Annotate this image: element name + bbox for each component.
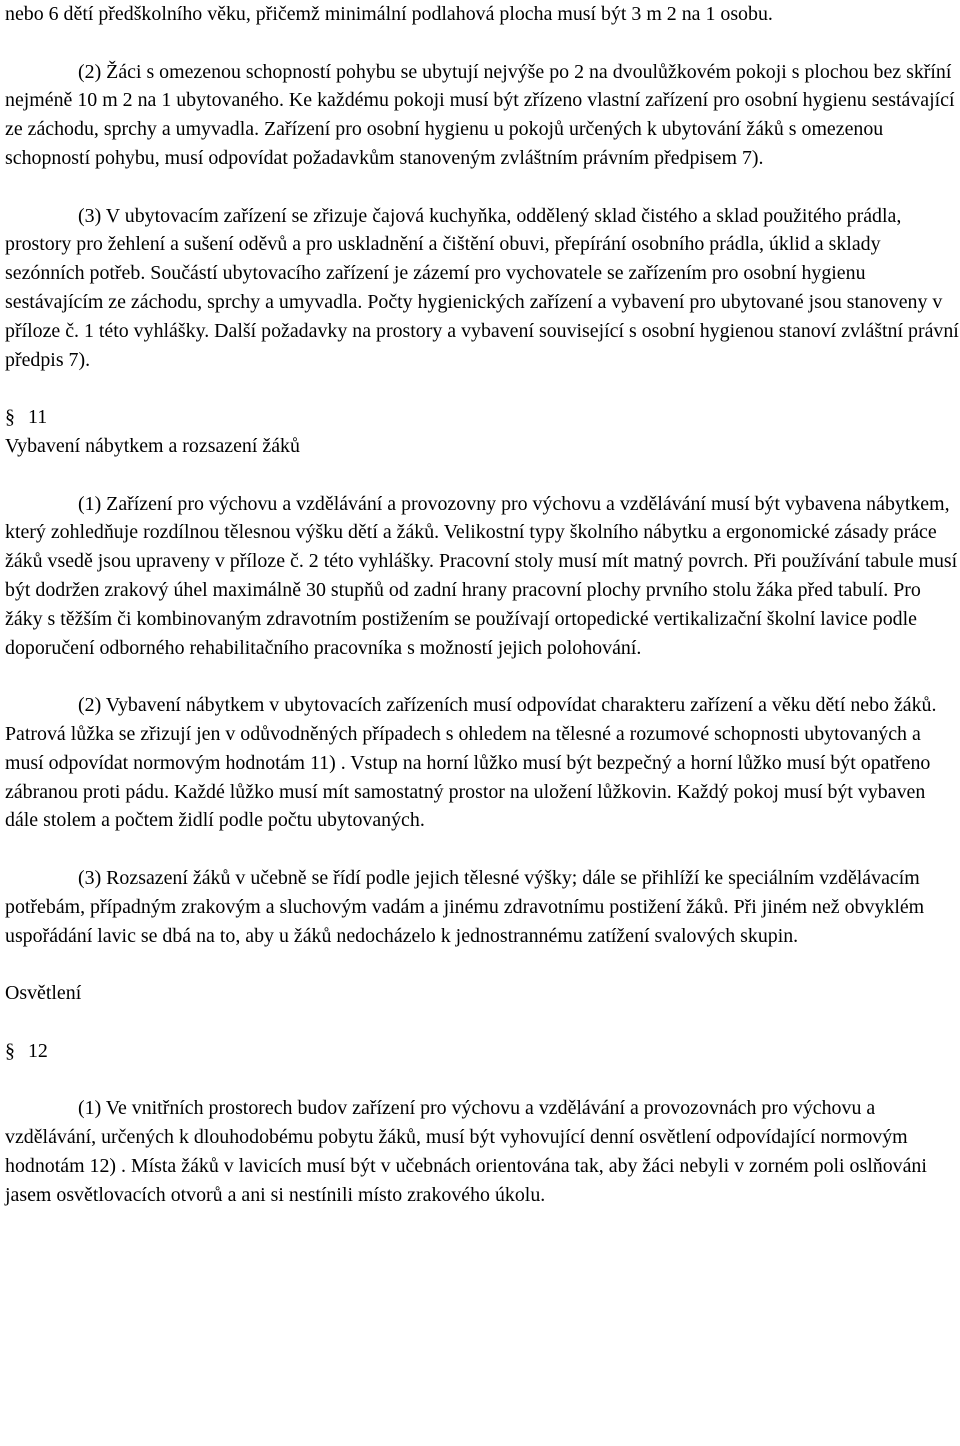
section-11-title: Vybavení nábytkem a rozsazení žáků	[5, 434, 300, 457]
section-number: 11	[27, 406, 48, 429]
section-12-mark	[5, 1037, 960, 1066]
paragraph-gap	[5, 29, 960, 58]
paragraph-gap	[5, 461, 960, 490]
paragraph-12-1: (1) Ve vnitřních prostorech budov zařízení pro výchovu a vzdělávání a provozovnách pro výchovu a vzdělávání, určených k dlouhodobému pobytu žáků, musí být vyhovující denní osvětlení odpovídající normovým hodnotám 12) . Místa žáků v lavicích musí být v učebnách orientována tak, aby žáci nebyli v zorném poli oslňováni jasem osvětlovacích otvorů a ani si nestínili místo zrakového úkolu.	[5, 1097, 927, 1206]
paragraph-11-3: (3) Rozsazení žáků v učebně se řídí podle jejich tělesné výšky; dále se přihlíží ke speciálním vzdělávacím potřebám, případným zrakovým a sluchovým vadám a jinému zdravotnímu postižení žáků. Při jiném než obvyklém uspořádání lavic se dbá na to, aby u žáků nedocházelo k jednostrannému zatížení svalových skupin.	[5, 866, 925, 947]
section-symbol: §	[5, 406, 15, 429]
paragraph-gap	[5, 950, 960, 979]
paragraph-11-2: (2) Vybavení nábytkem v ubytovacích zařízeních musí odpovídat charakteru zařízení a věku dětí nebo žáků. Patrová lůžka se zřizují jen v odůvodněných případech s ohledem na tělesné a rozumové schopnosti ubytovaných a musí odpovídat normovým hodnotám 11) . Vstup na horní lůžko musí být bezpečný a horní lůžko musí být opatřeno zábranou proti pádu. Každé lůžko musí mít samostatný prostor na uložení lůžkovin. Každý pokoj musí být vybaven dále stolem a počtem židlí podle počtu ubytovaných.	[5, 694, 937, 832]
paragraph-gap	[5, 662, 960, 691]
paragraph-gap	[5, 374, 960, 403]
paragraph-11-1: (1) Zařízení pro výchovu a vzdělávání a provozovny pro výchovu a vzdělávání musí být vybavena nábytkem, který zohledňuje rozdílnou tělesnou výšku dětí a žáků. Velikostní typy školního nábytku a ergonomické zásady práce žáků vsedě jsou upraveny v příloze č. 2 této vyhlášky. Pracovní stoly musí mít matný povrch. Při používání tabule musí být dodržen zrakový úhel maximálně 30 stupňů od zadní hrany pracovní plochy prvního stolu žáka před tabulí. Pro žáky s těžším či kombinovaným zdravotním postižením se používají ortopedické vertikalizační školní lavice podle doporučení odborného rehabilitačního pracovníka s možností jejich polohování.	[5, 492, 958, 659]
paragraph-gap	[5, 835, 960, 864]
paragraph-gap	[5, 1065, 960, 1094]
paragraph-10-2: (2) Žáci s omezenou schopností pohybu se ubytují nejvýše po 2 na dvoulůžkovém pokoji s plochou bez skříní nejméně 10 m 2 na 1 ubytovaného. Ke každému pokoji musí být zřízeno vlastní zařízení pro osobní hygienu sestávající ze záchodu, sprchy a umyvadla. Zařízení pro osobní hygienu u pokojů určených k ubytování žáků s omezenou schopností pohybu, musí odpovídat požadavkům stanoveným zvláštním právním předpisem 7).	[5, 60, 955, 169]
paragraph-10-3: (3) V ubytovacím zařízení se zřizuje čajová kuchyňka, oddělený sklad čistého a sklad použitého prádla, prostory pro žehlení a sušení oděvů a pro uskladnění a čištění obuvi, přepírání osobního prádla, úklid a sklady sezónních potřeb. Součástí ubytovacího zařízení je zázemí pro vychovatele se zařízením pro osobní hygienu sestávajícím ze záchodu, sprchy a umyvadla. Počty hygienických zařízení a vybavení pro ubytované jsou stanoveny v příloze č. 1 této vyhlášky. Další požadavky na prostory a vybavení související s osobní hygienou stanoví zvláštní právní předpis 7).	[5, 204, 959, 371]
document-page	[5, 0, 960, 1209]
section-11-mark	[5, 403, 960, 432]
section-number: 12	[27, 1039, 48, 1062]
section-symbol: §	[5, 1039, 15, 1062]
lighting-heading: Osvětlení	[5, 982, 82, 1005]
paragraph-gap	[5, 173, 960, 202]
paragraph-gap	[5, 1008, 960, 1037]
continued-paragraph: nebo 6 dětí předškolního věku, přičemž minimální podlahová plocha musí být 3 m 2 na 1 osobu.	[5, 3, 773, 25]
